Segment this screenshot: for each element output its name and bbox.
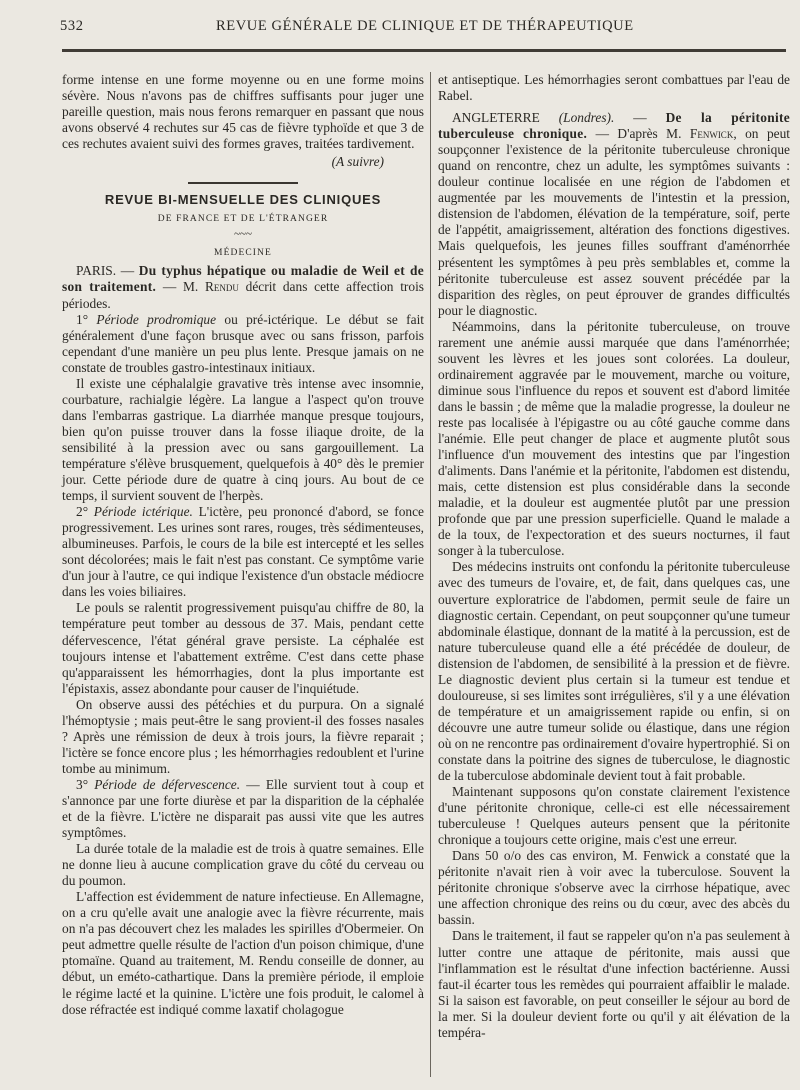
author-fenwick: Fenwick: [689, 126, 734, 142]
paragraph-medecins: Des médecins instruits ont confondu la péritonite tuberculeuse avec des tumeurs de l'ovaire, et, de fait, dans quelques cas, une ouverture exploratrice de l'abdomen, permit seule de faire un diagnostic certain. Cependant, on peut soupçonner qu'une tumeur abdominale élastique, donnant de la matité à la percussion, est de nature tuberculeuse quand elle a été précédée de douleur, de distension de l'abdomen, de sensibilité à la pression et de fièvre. Le diagnostic devient plus certain si la tumeur est tendue et douloureuse, si ses limites sont irrégulières, s'il y a une élévation de température et un amaigrissement rapide ou enfin, si on découvre une autre tumeur solide ou élastique, dans une région où on ne rencontre pas ordinairement d'ovaire hypertrophié. Si on constate dans la poitrine des signes de tuberculose, le diagnostic de la tuberculose abdominale devient tout à fait probable.: [438, 559, 790, 784]
paragraph-period-2: [62, 504, 424, 600]
dash: —: [614, 110, 666, 126]
place-londres: (Londres).: [539, 110, 615, 126]
paragraph-neanmoins: Néammoins, dans la péritonite tuberculeuse, on trouve rarement une anémie aussi marquée que dans l'aménorrhée; souvent les lèvres et les joues sont colorées. La douleur, ordinairement aggravée par le mouvement, marche ou voiture, diminue sous l'influence du repos et souvent est d'abord limitée dans le bassin ; de même que la maladie progresse, la douleur ne reste pas localisée à l'épigastre ou au côté gauche comme dans l'anémie. Elle peut changer de place et augmente plutôt sous l'influence d'un mouvement des intestins que par l'ingestion d'aliments. Dans l'anémie et la péritonite, l'abdomen est distendu, mais, cette distension est plus considérable dans la seconde maladie, et la douleur est augmentée plutôt par une pression profonde que par une pression superficielle. Quand le malade a de la toux, de l'expectoration et des sueurs nocturnes, il faut songer à la tuberculose.: [438, 318, 790, 559]
author-rendu: — M. Rendu: [156, 279, 239, 295]
paragraph-period-1: [62, 312, 424, 376]
city-paris: PARIS.: [76, 263, 117, 279]
author-prefix: — D'après M.: [587, 126, 690, 142]
period-number: 1°: [76, 311, 97, 327]
paragraph-duree: La durée totale de la maladie est de trois à quatre semaines. Elle ne donne lieu à aucune complication grave du côté du cerveau ou du poumon.: [62, 841, 424, 889]
period-number: 3°: [76, 776, 95, 792]
left-column: [62, 72, 424, 1018]
paragraph-antiseptique: et antiseptique. Les hémorrhagies seront combattues par l'eau de Rabel.: [438, 72, 790, 104]
rubric-medecine: MÉDECINE: [214, 248, 272, 259]
right-column: [438, 72, 790, 1041]
period-number: 2°: [76, 504, 94, 520]
running-title: REVUE GÉNÉRALE DE CLINIQUE ET DE THÉRAPEUTIQUE: [216, 18, 634, 34]
paragraph-pouls: Le pouls se ralentit progressivement puisqu'au chiffre de 80, la température peut tomber au dessous de 37. Mais, pendant cette défervescence, l'état général grave persiste. La céphalée est toujours intense et l'abattement extrême. C'est dans cette phase qu'apparaissent les hémorrhagies, dont la plus importante est l'épistaxis, assez abondante pour causer de l'inquiétude.: [62, 600, 424, 696]
page-number: 532: [60, 18, 84, 34]
paragraph-traitement: Dans le traitement, il faut se rappeler qu'on n'a pas seulement à lutter contre une attaque de péritonite, mais aussi que l'inflammation est le résultat d'une infection bactérienne. Aussi faut-il écarter tous les remèdes qui pourraient affaiblir le malade. Si la saison est favorable, on peut conseiller le séjour au bord de la mer. Si la douleur devient forte ou qu'il y ait élévation de la tempéra-: [438, 928, 790, 1040]
period-text: ou pré-ictérique. Le début se fait généralement d'une façon brusque avec ou sans frisson, parfois cependant d'une manière un peu plus lente. Presque jamais on ne constate de troubles gastro-intestinaux initiaux.: [62, 311, 425, 375]
paragraph-period-3: [62, 777, 424, 841]
page-header: [60, 18, 780, 40]
paragraph-cephalalgie: Il existe une céphalalgie gravative très intense avec insomnie, courbature, rachialgie légère. La langue a l'aspect qu'on trouve dans l'embarras gastrique. La diarrhée manque presque toujours, bien qu'on puisse trouver dans la fosse iliaque droite, de la sensibilité à la pression avec ou sans gargouillement. La température s'élève brusquement, quelquefois à 40° dès le premier jour. Cette période dure de quatre à cinq jours. Au bout de ce temps, il survient souvent de l'herpès.: [62, 375, 424, 504]
article-paris: [62, 263, 424, 311]
article-title-typhus: Du typhus hépatique ou maladie de Weil et de son traitement.: [62, 263, 424, 295]
section-heading: REVUE BI-MENSUELLE DES CLINIQUES: [104, 192, 382, 208]
period-title: Période prodromique: [96, 311, 217, 327]
article-intro: décrit dans cette affection trois périodes.: [62, 279, 424, 311]
column-divider: [430, 72, 431, 1077]
country-angleterre: ANGLETERRE: [452, 110, 540, 126]
article-angleterre: [438, 110, 790, 319]
paragraph-maintenant: Maintenant supposons qu'on constate clairement l'existence d'une péritonite chronique, celle-ci est elle nécessairement tuberculeuse ! Quelques auteurs pensent que la péritonite chronique a toujours cette origine, mais c'est une erreur.: [438, 784, 790, 848]
section-subheading: DE FRANCE ET DE L'ÉTRANGER: [157, 214, 329, 225]
paragraph-dans-50: Dans 50 o/o des cas environ, M. Fenwick a constaté que la péritonite n'avait rien à voir avec la tuberculose. Souvent la péritonite chronique s'observe avec la cirrhose hépatique, avec une affection chronique des reins ou du cœur, avec des abcès du bassin.: [438, 848, 790, 928]
dash: —: [116, 263, 139, 279]
section-rule: [188, 182, 298, 184]
header-rule: [62, 49, 786, 52]
period-text: — Elle survient tout à coup et s'annonce par une forte diurèse et par la disparition de la céphalée et de la fièvre. L'ictère ne disparait pas aussi vite que les autres symptômes.: [62, 776, 424, 841]
a-suivre-note: (A suivre): [331, 154, 384, 170]
period-text: L'ictère, peu prononcé d'abord, se fonce progressivement. Les urines sont rares, rouges, très sédimenteuses, albumineuses. Parfois, le cours de la bile est intercepté et les selles sont décolorées; mais le fait n'est pas constant. Ce symptôme varie d'un jour à l'autre, ce qui indique l'existence d'un obstacle médiocre dans les voies biliaires.: [62, 504, 424, 600]
period-title: Période ictérique.: [93, 504, 193, 520]
period-title: Période de défervescence.: [94, 776, 241, 792]
paragraph-affection: L'affection est évidemment de nature infectieuse. En Allemagne, on a cru qu'elle avait une analogie avec la fièvre récurrente, mais on n'a pas découvert chez les malades les spirilles d'Obermeier. On peut admettre quelle résulte de l'action d'un poison chimique, d'une ptomaïne. Quand au traitement, M. Rendu conseille de donner, au début, un eméto-cathartique. Dans la première période, il emploie le régime lacté et la quinine. L'ictère une fois produit, le calomel à dose réfractée est indiqué comme laxatif cholagogue: [62, 889, 424, 1017]
article-text: , on peut soupçonner l'existence de la péritonite tuberculeuse chronique quand on rencontre, chez un adulte, les symptômes suivants : douleur continue localisée en une région de l'abdomen et augmentée par les mouvements de l'intestin et la pression, distension de l'abdomen, élévation de la température, soif, perte de l'appétit, amaigrissement, altération des fonctions digestives. Mais quelquefois, les jeunes filles souffrant d'aménorrhée présentent les symptômes à peu près semblables et, comme la péritonite tuberculeuse est assez souvent précédée par la disparition des règles, on peut éprouver de grandes difficultés pour le diagnostic.: [438, 126, 790, 318]
paragraph-petechies: On observe aussi des pétéchies et du purpura. On a signalé l'hémoptysie ; mais peut-être le sang provient-il des fosses nasales ? Après une rémission de deux à trois jours, la fièvre reparait ; l'ictère se fonce encore plus ; les hémorrhagies redoublent et l'urine tombe au minimum.: [62, 696, 424, 776]
paragraph-continued: forme intense en une forme moyenne ou en une forme moins sévère. Nous n'avons pas de chiffres suffisants pour juger une pareille question, mais nous ferons remarquer en passant que nous avons observé 4 rechutes sur 45 cas de fièvre typhoïde et que 3 de ces rechutes avaient suivi des formes graves, traitées tardivement.: [62, 72, 424, 152]
ornament-tilde: ~~~: [234, 228, 252, 241]
article-title-peritonite: De la péritonite tuberculeuse chronique.: [438, 110, 791, 142]
